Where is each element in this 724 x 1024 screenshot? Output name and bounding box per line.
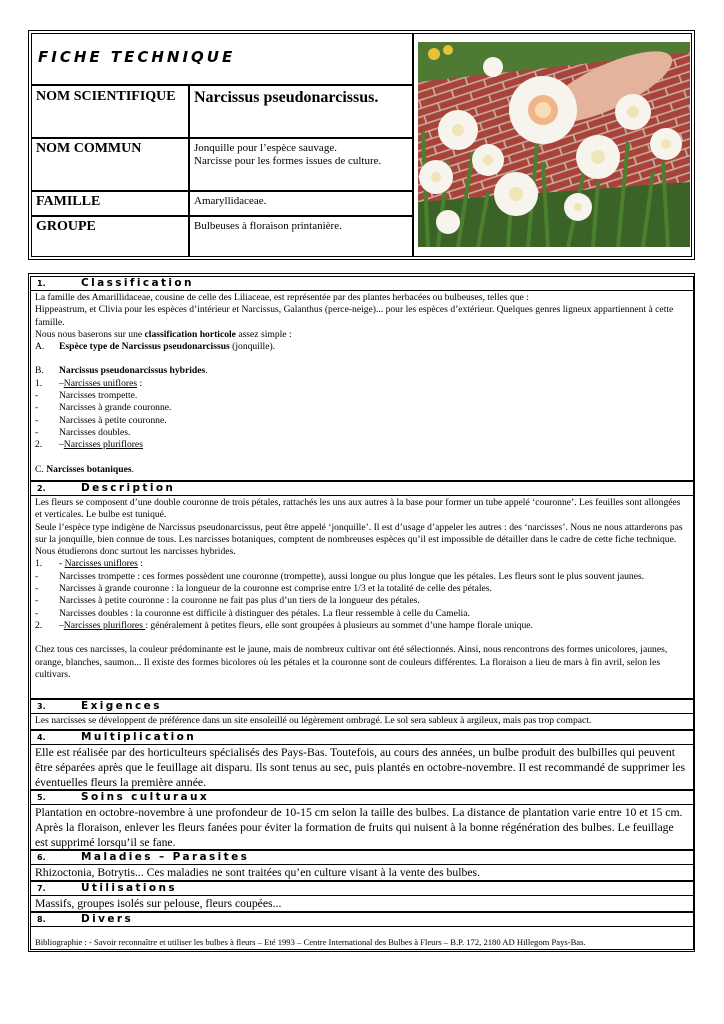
section-heading-utilisations — [30, 881, 694, 896]
section-number: 2. — [37, 484, 46, 493]
section-title: Classification — [81, 277, 194, 289]
list-item: - Narcisses trompette. — [35, 390, 138, 402]
label-cell-groupe — [31, 216, 189, 257]
paragraph: Rhizoctonia, Botrytis... Ces maladies ne sont traitées qu’en culture visant à la vente des bulbes. — [35, 866, 480, 879]
list-item: - Narcisses à grande couronne. — [35, 402, 172, 414]
section-title: Divers — [81, 913, 134, 925]
section-heading-soins-culturaux — [30, 790, 694, 805]
section-heading-exigences — [30, 699, 694, 714]
section-body-multiplication — [30, 744, 694, 790]
label-nom-scientifique: NOM SCIENTIFIQUE — [36, 89, 176, 104]
section-body-soins-culturaux — [30, 804, 694, 850]
list-item: 2. –Narcisses pluriflores : généralement à petites fleurs, elle sont groupées à plusieurs au sommet d’une hampe florale unique. — [35, 619, 533, 631]
value-cell-nom-scientifique — [189, 85, 413, 138]
section-title: Maladies – Parasites — [81, 851, 250, 863]
section-body-maladies-parasites — [30, 864, 694, 881]
paragraph: Chez tous ces narcisses, la couleur prédominante est le jaune, mais de nombreux cultivar ont été sélectionnés. Ainsi, nous rencontrons des formes unicolores, jaunes, orange, blanches, saumon... Il existe des formes bicolores où les pétales et la couronne sont de couleurs différentes. La floraison a lieu de mars à fin avril, selon les cultivars. — [35, 644, 668, 680]
paragraph: Les narcisses se développent de préférence dans un site ensoleillé ou légèrement ombragé. Le sol sera sableux à argileux, mais pas trop compact. — [35, 715, 592, 726]
section-body-utilisations — [30, 895, 694, 912]
paragraph: Hippeastrum, et Clivia pour les espèces d’intérieur et Narcissus, Galanthus (perce-neige)... pour les espèces d’extérieur. Quelques genres ligneux appartiennent à cette famille. — [35, 304, 674, 328]
section-heading-multiplication — [30, 730, 694, 745]
list-item: - Narcisses doubles. — [35, 426, 131, 438]
section-number: 5. — [37, 793, 46, 802]
section-title: Description — [81, 482, 176, 494]
section-number: 3. — [37, 702, 46, 711]
value-nom-scientifique: Narcissus pseudonarcissus. — [194, 89, 379, 106]
section-title: Soins culturaux — [81, 791, 210, 803]
label-groupe: GROUPE — [36, 219, 96, 234]
section-number: 6. — [37, 853, 46, 862]
value-famille: Amaryllidaceae. — [194, 195, 267, 207]
narcissus-photo — [418, 42, 690, 247]
value-cell-famille — [189, 191, 413, 216]
section-title: Multiplication — [81, 731, 197, 743]
label-cell-nom-commun — [31, 138, 189, 191]
value-cell-nom-commun — [189, 138, 413, 191]
section-heading-description — [30, 481, 694, 496]
section-heading-maladies-parasites — [30, 850, 694, 865]
section-title: Exigences — [81, 700, 162, 712]
list-item: - Narcisses à petite couronne : la couronne ne fait pas plus d’un tiers de la longueur des pétales. — [35, 595, 420, 607]
paragraph: Les fleurs se composent d’une double couronne de trois pétales, rattachés les uns aux autres à la base pour former un tube appelé ‘couronne’. Les feuilles sont allongées et verticales. Le bulbe est tuniqué. — [35, 497, 681, 521]
bibliography: Bibliographie : - Savoir reconnaître et utiliser les bulbes à fleurs – Eté 1993 – Centre International des Bulbes à Fleurs – B.P. 172, 2180 AD Hillegom Pays-Bas. — [35, 937, 586, 947]
list-item: - Narcisses trompette : ces formes possèdent une couronne (trompette), aussi longue ou plus longue que les pétales. Les fleurs sont le plus souvent jaunes. — [35, 570, 645, 582]
paragraph: Seule l’espèce type indigène de Narcissus pseudonarcissus, peut être appelé ‘jonquille’. Il est d’usage d’appeler les autres : des ‘narcisses’. Nous ne nous attarderons pas sur la jonquille, bien connue de tous. Les narcisses botaniques, comptent de nombreuses espèces qu’il est impossible de détailler dans le cadre de cette fiche technique. Nous étudierons donc surtout les narcisses hybrides. — [35, 521, 683, 558]
page-title: FICHE TECHNIQUE — [38, 48, 236, 66]
section-title: Utilisations — [81, 882, 178, 894]
section-body-divers — [30, 926, 694, 950]
value-nom-commun-line2: Narcisse pour les formes issues de culture. — [194, 155, 382, 167]
section-heading-divers — [30, 912, 694, 927]
header-title-cell — [31, 33, 413, 85]
list-item: 1. –Narcisses uniflores : — [35, 377, 143, 389]
list-item: A. Espèce type de Narcissus pseudonarcissus (jonquille). — [35, 341, 276, 353]
paragraph: Elle est réalisée par des horticulteurs spécialisés des Pays-Bas. Toutefois, au cours des années, un bulbe produit des bulbilles qui peuvent être séparées après que le feuillage ait disparu. Ils sont tenus au sec, puis plantés en octobre-novembre. Il est recommandé de supprimer les éventuelles fleurs la première année. — [35, 746, 686, 789]
list-item: B. Narcissus pseudonarcissus hybrides. — [35, 365, 208, 377]
list-item: C. Narcisses botaniques. — [35, 463, 135, 475]
section-number: 7. — [37, 884, 46, 893]
value-nom-commun-line1: Jonquille pour l’espèce sauvage. — [194, 142, 337, 154]
label-cell-famille — [31, 191, 189, 216]
list-item: - Narcisses doubles : la couronne est difficile à distinguer des pétales. La fleur ressemble à celle du Camelia. — [35, 607, 470, 619]
section-body-classification — [30, 290, 694, 481]
list-item: - Narcisses à grande couronne : la longueur de la couronne est comprise entre 1/3 et la totalité de celle des pétales. — [35, 583, 492, 595]
paragraph: La famille des Amarillidaceae, cousine de celle des Liliaceae, est représentée par des plantes herbacées ou bulbeuses, telles que : — [35, 292, 529, 303]
list-item: 1. - Narcisses uniflores : — [35, 558, 143, 570]
paragraph: Nous nous baserons sur une classification horticole assez simple : — [35, 328, 292, 340]
section-body-description — [30, 495, 694, 699]
label-nom-commun: NOM COMMUN — [36, 141, 142, 156]
label-famille: FAMILLE — [36, 194, 101, 209]
value-cell-groupe — [189, 216, 413, 257]
section-body-exigences — [30, 713, 694, 730]
list-item: - Narcisses à petite couronne. — [35, 414, 167, 426]
section-number: 8. — [37, 915, 46, 924]
section-number: 1. — [37, 279, 46, 288]
section-heading-classification — [30, 276, 694, 291]
section-number: 4. — [37, 733, 46, 742]
list-item: 2. –Narcisses pluriflores — [35, 439, 143, 451]
paragraph: Massifs, groupes isolés sur pelouse, fleurs coupées... — [35, 897, 282, 910]
paragraph: Plantation en octobre-novembre à une profondeur de 10-15 cm selon la taille des bulbes. La distance de plantation varie entre 10 et 15 cm. Après la floraison, enlever les fleurs fanées pour éviter la formation de fruits qui nuisent à la bonne régénération des bulbes. Le feuillage est supprimé lorsqu’il se fane. — [35, 806, 683, 849]
label-cell-nom-scientifique — [31, 85, 189, 138]
value-groupe: Bulbeuses à floraison printanière. — [194, 220, 342, 232]
